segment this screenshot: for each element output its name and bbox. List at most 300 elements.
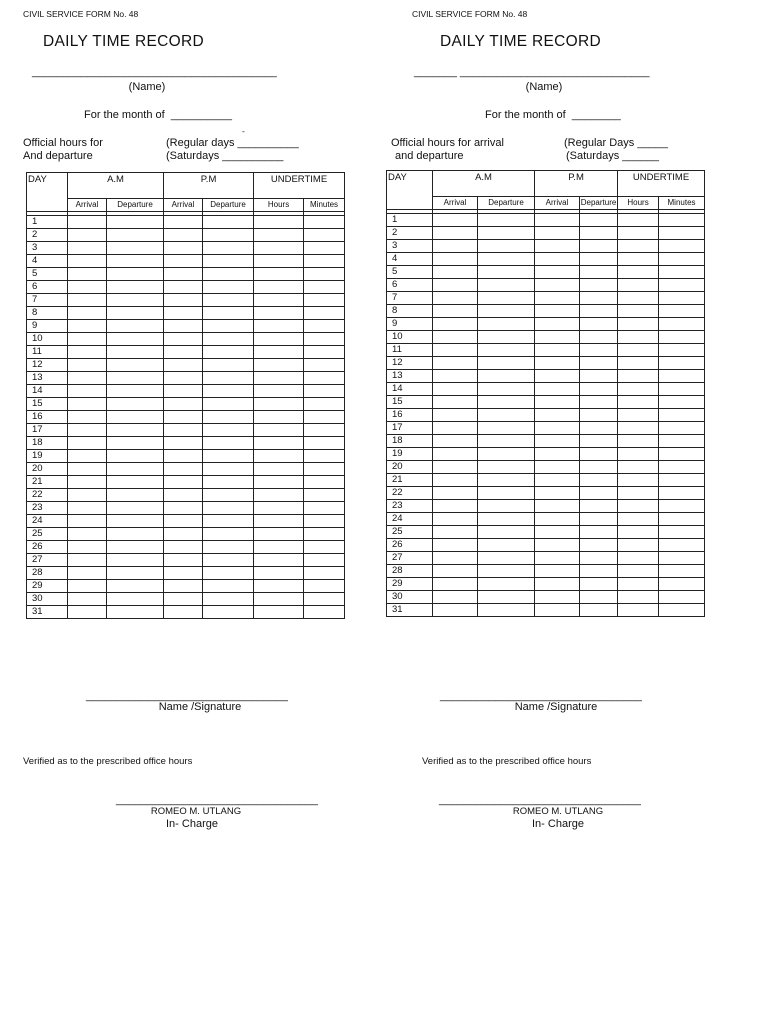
pm-arrival-cell[interactable] (535, 500, 580, 513)
pm-departure-cell[interactable] (203, 554, 254, 567)
am-arrival-cell[interactable] (68, 398, 107, 411)
am-arrival-cell[interactable] (433, 513, 478, 526)
hours-cell[interactable] (618, 435, 659, 448)
pm-departure-cell[interactable] (580, 500, 618, 513)
minutes-cell[interactable] (659, 370, 705, 383)
am-departure-cell[interactable] (478, 539, 535, 552)
am-arrival-cell[interactable] (433, 604, 478, 617)
pm-departure-cell[interactable] (580, 240, 618, 253)
minutes-cell[interactable] (659, 565, 705, 578)
pm-departure-cell[interactable] (580, 318, 618, 331)
pm-departure-cell[interactable] (203, 606, 254, 619)
regular-days-field[interactable]: (Regular days __________ (166, 137, 299, 149)
hours-cell[interactable] (618, 474, 659, 487)
minutes-cell[interactable] (304, 424, 345, 437)
pm-arrival-cell[interactable] (164, 320, 203, 333)
pm-departure-cell[interactable] (580, 292, 618, 305)
hours-cell[interactable] (618, 214, 659, 227)
pm-arrival-cell[interactable] (164, 567, 203, 580)
hours-cell[interactable] (618, 253, 659, 266)
am-departure-cell[interactable] (478, 305, 535, 318)
am-arrival-cell[interactable] (68, 593, 107, 606)
pm-departure-cell[interactable] (580, 370, 618, 383)
am-arrival-cell[interactable] (68, 541, 107, 554)
minutes-cell[interactable] (659, 474, 705, 487)
pm-departure-cell[interactable] (580, 552, 618, 565)
am-departure-cell[interactable] (478, 292, 535, 305)
minutes-cell[interactable] (304, 294, 345, 307)
hours-cell[interactable] (254, 541, 304, 554)
pm-arrival-cell[interactable] (164, 242, 203, 255)
am-arrival-cell[interactable] (68, 476, 107, 489)
pm-departure-cell[interactable] (203, 216, 254, 229)
am-arrival-cell[interactable] (68, 320, 107, 333)
pm-arrival-cell[interactable] (535, 357, 580, 370)
hours-cell[interactable] (254, 255, 304, 268)
am-arrival-cell[interactable] (68, 294, 107, 307)
pm-departure-cell[interactable] (580, 253, 618, 266)
month-field[interactable]: ________ (571, 109, 621, 121)
am-arrival-cell[interactable] (68, 333, 107, 346)
hours-cell[interactable] (254, 567, 304, 580)
minutes-cell[interactable] (659, 292, 705, 305)
am-departure-cell[interactable] (478, 227, 535, 240)
minutes-cell[interactable] (659, 214, 705, 227)
am-arrival-cell[interactable] (433, 500, 478, 513)
pm-departure-cell[interactable] (580, 357, 618, 370)
pm-departure-cell[interactable] (203, 372, 254, 385)
hours-cell[interactable] (254, 502, 304, 515)
am-departure-cell[interactable] (107, 294, 164, 307)
am-departure-cell[interactable] (478, 578, 535, 591)
am-arrival-cell[interactable] (433, 266, 478, 279)
am-arrival-cell[interactable] (433, 253, 478, 266)
am-arrival-cell[interactable] (433, 565, 478, 578)
pm-arrival-cell[interactable] (535, 448, 580, 461)
am-arrival-cell[interactable] (68, 567, 107, 580)
pm-arrival-cell[interactable] (164, 541, 203, 554)
am-arrival-cell[interactable] (68, 346, 107, 359)
pm-arrival-cell[interactable] (164, 437, 203, 450)
pm-departure-cell[interactable] (203, 593, 254, 606)
minutes-cell[interactable] (304, 307, 345, 320)
hours-cell[interactable] (254, 450, 304, 463)
am-arrival-cell[interactable] (433, 396, 478, 409)
minutes-cell[interactable] (304, 515, 345, 528)
hours-cell[interactable] (618, 318, 659, 331)
pm-departure-cell[interactable] (203, 437, 254, 450)
minutes-cell[interactable] (659, 552, 705, 565)
am-departure-cell[interactable] (478, 565, 535, 578)
hours-cell[interactable] (254, 229, 304, 242)
pm-arrival-cell[interactable] (535, 409, 580, 422)
am-departure-cell[interactable] (478, 409, 535, 422)
am-departure-cell[interactable] (107, 567, 164, 580)
hours-cell[interactable] (618, 383, 659, 396)
pm-departure-cell[interactable] (580, 422, 618, 435)
am-arrival-cell[interactable] (433, 591, 478, 604)
minutes-cell[interactable] (304, 398, 345, 411)
hours-cell[interactable] (618, 396, 659, 409)
pm-departure-cell[interactable] (580, 409, 618, 422)
hours-cell[interactable] (254, 268, 304, 281)
hours-cell[interactable] (618, 331, 659, 344)
pm-departure-cell[interactable] (580, 396, 618, 409)
pm-arrival-cell[interactable] (535, 370, 580, 383)
am-departure-cell[interactable] (478, 552, 535, 565)
hours-cell[interactable] (254, 463, 304, 476)
am-departure-cell[interactable] (107, 580, 164, 593)
pm-arrival-cell[interactable] (535, 513, 580, 526)
am-departure-cell[interactable] (478, 604, 535, 617)
minutes-cell[interactable] (659, 604, 705, 617)
am-departure-cell[interactable] (107, 398, 164, 411)
hours-cell[interactable] (254, 489, 304, 502)
am-departure-cell[interactable] (478, 240, 535, 253)
pm-arrival-cell[interactable] (164, 255, 203, 268)
pm-arrival-cell[interactable] (164, 346, 203, 359)
pm-departure-cell[interactable] (203, 489, 254, 502)
am-departure-cell[interactable] (478, 474, 535, 487)
minutes-cell[interactable] (659, 266, 705, 279)
pm-arrival-cell[interactable] (535, 435, 580, 448)
pm-arrival-cell[interactable] (164, 489, 203, 502)
am-departure-cell[interactable] (478, 448, 535, 461)
am-arrival-cell[interactable] (433, 409, 478, 422)
pm-departure-cell[interactable] (580, 604, 618, 617)
am-departure-cell[interactable] (107, 476, 164, 489)
am-arrival-cell[interactable] (68, 372, 107, 385)
hours-cell[interactable] (254, 411, 304, 424)
pm-arrival-cell[interactable] (535, 565, 580, 578)
incharge-line[interactable]: _________________________________ (439, 794, 641, 806)
pm-arrival-cell[interactable] (164, 385, 203, 398)
hours-cell[interactable] (618, 370, 659, 383)
am-departure-cell[interactable] (478, 487, 535, 500)
pm-arrival-cell[interactable] (164, 333, 203, 346)
am-departure-cell[interactable] (478, 383, 535, 396)
pm-arrival-cell[interactable] (535, 227, 580, 240)
am-departure-cell[interactable] (107, 281, 164, 294)
hours-cell[interactable] (618, 292, 659, 305)
am-departure-cell[interactable] (107, 528, 164, 541)
am-arrival-cell[interactable] (433, 370, 478, 383)
am-departure-cell[interactable] (478, 266, 535, 279)
minutes-cell[interactable] (659, 227, 705, 240)
pm-arrival-cell[interactable] (535, 305, 580, 318)
am-departure-cell[interactable] (107, 502, 164, 515)
am-arrival-cell[interactable] (433, 383, 478, 396)
am-departure-cell[interactable] (107, 255, 164, 268)
minutes-cell[interactable] (659, 279, 705, 292)
am-arrival-cell[interactable] (433, 422, 478, 435)
pm-departure-cell[interactable] (580, 279, 618, 292)
am-departure-cell[interactable] (107, 385, 164, 398)
hours-cell[interactable] (618, 526, 659, 539)
hours-cell[interactable] (254, 372, 304, 385)
pm-arrival-cell[interactable] (535, 578, 580, 591)
pm-departure-cell[interactable] (203, 567, 254, 580)
minutes-cell[interactable] (659, 344, 705, 357)
pm-departure-cell[interactable] (203, 359, 254, 372)
am-arrival-cell[interactable] (68, 268, 107, 281)
am-departure-cell[interactable] (107, 216, 164, 229)
am-departure-cell[interactable] (478, 396, 535, 409)
pm-departure-cell[interactable] (580, 266, 618, 279)
hours-cell[interactable] (254, 515, 304, 528)
am-arrival-cell[interactable] (433, 552, 478, 565)
minutes-cell[interactable] (304, 502, 345, 515)
pm-departure-cell[interactable] (580, 565, 618, 578)
am-departure-cell[interactable] (107, 450, 164, 463)
hours-cell[interactable] (618, 604, 659, 617)
pm-arrival-cell[interactable] (535, 331, 580, 344)
pm-departure-cell[interactable] (203, 502, 254, 515)
pm-departure-cell[interactable] (203, 242, 254, 255)
pm-departure-cell[interactable] (203, 476, 254, 489)
month-field[interactable]: __________ (170, 109, 233, 121)
am-arrival-cell[interactable] (68, 580, 107, 593)
pm-arrival-cell[interactable] (164, 294, 203, 307)
am-departure-cell[interactable] (107, 515, 164, 528)
am-departure-cell[interactable] (478, 357, 535, 370)
pm-departure-cell[interactable] (580, 487, 618, 500)
pm-arrival-cell[interactable] (164, 515, 203, 528)
am-arrival-cell[interactable] (433, 487, 478, 500)
hours-cell[interactable] (618, 552, 659, 565)
pm-departure-cell[interactable] (580, 461, 618, 474)
pm-arrival-cell[interactable] (164, 502, 203, 515)
am-arrival-cell[interactable] (433, 461, 478, 474)
hours-cell[interactable] (254, 242, 304, 255)
am-departure-cell[interactable] (478, 214, 535, 227)
minutes-cell[interactable] (659, 357, 705, 370)
pm-arrival-cell[interactable] (164, 372, 203, 385)
pm-arrival-cell[interactable] (164, 411, 203, 424)
pm-arrival-cell[interactable] (535, 539, 580, 552)
am-arrival-cell[interactable] (68, 437, 107, 450)
am-arrival-cell[interactable] (433, 474, 478, 487)
am-arrival-cell[interactable] (433, 344, 478, 357)
am-arrival-cell[interactable] (433, 578, 478, 591)
pm-arrival-cell[interactable] (164, 580, 203, 593)
am-arrival-cell[interactable] (68, 489, 107, 502)
minutes-cell[interactable] (659, 396, 705, 409)
am-arrival-cell[interactable] (68, 554, 107, 567)
am-arrival-cell[interactable] (68, 411, 107, 424)
hours-cell[interactable] (254, 528, 304, 541)
minutes-cell[interactable] (304, 580, 345, 593)
hours-cell[interactable] (618, 422, 659, 435)
hours-cell[interactable] (254, 307, 304, 320)
pm-departure-cell[interactable] (203, 424, 254, 437)
am-arrival-cell[interactable] (68, 216, 107, 229)
pm-arrival-cell[interactable] (535, 526, 580, 539)
am-departure-cell[interactable] (478, 513, 535, 526)
hours-cell[interactable] (254, 385, 304, 398)
hours-cell[interactable] (254, 476, 304, 489)
am-arrival-cell[interactable] (68, 385, 107, 398)
hours-cell[interactable] (618, 240, 659, 253)
pm-departure-cell[interactable] (580, 578, 618, 591)
pm-arrival-cell[interactable] (535, 214, 580, 227)
pm-arrival-cell[interactable] (164, 476, 203, 489)
pm-departure-cell[interactable] (203, 346, 254, 359)
pm-arrival-cell[interactable] (535, 344, 580, 357)
minutes-cell[interactable] (304, 385, 345, 398)
hours-cell[interactable] (254, 320, 304, 333)
pm-departure-cell[interactable] (203, 229, 254, 242)
pm-departure-cell[interactable] (580, 526, 618, 539)
minutes-cell[interactable] (304, 606, 345, 619)
am-departure-cell[interactable] (107, 411, 164, 424)
pm-departure-cell[interactable] (203, 333, 254, 346)
minutes-cell[interactable] (659, 513, 705, 526)
minutes-cell[interactable] (304, 359, 345, 372)
minutes-cell[interactable] (659, 500, 705, 513)
am-departure-cell[interactable] (478, 331, 535, 344)
hours-cell[interactable] (254, 359, 304, 372)
pm-arrival-cell[interactable] (164, 593, 203, 606)
hours-cell[interactable] (618, 591, 659, 604)
minutes-cell[interactable] (304, 450, 345, 463)
pm-departure-cell[interactable] (203, 398, 254, 411)
hours-cell[interactable] (618, 539, 659, 552)
pm-departure-cell[interactable] (580, 331, 618, 344)
pm-arrival-cell[interactable] (164, 424, 203, 437)
pm-arrival-cell[interactable] (535, 461, 580, 474)
am-arrival-cell[interactable] (68, 606, 107, 619)
pm-departure-cell[interactable] (203, 255, 254, 268)
am-arrival-cell[interactable] (68, 450, 107, 463)
am-departure-cell[interactable] (478, 435, 535, 448)
am-arrival-cell[interactable] (68, 528, 107, 541)
pm-arrival-cell[interactable] (535, 279, 580, 292)
minutes-cell[interactable] (304, 255, 345, 268)
pm-arrival-cell[interactable] (164, 307, 203, 320)
minutes-cell[interactable] (304, 476, 345, 489)
am-arrival-cell[interactable] (68, 359, 107, 372)
am-arrival-cell[interactable] (433, 240, 478, 253)
minutes-cell[interactable] (304, 541, 345, 554)
signature-line[interactable]: _________________________________ (86, 690, 288, 702)
pm-arrival-cell[interactable] (164, 359, 203, 372)
hours-cell[interactable] (618, 227, 659, 240)
saturdays-field[interactable]: (Saturdays ______ (566, 150, 659, 162)
minutes-cell[interactable] (659, 318, 705, 331)
hours-cell[interactable] (254, 333, 304, 346)
hours-cell[interactable] (254, 346, 304, 359)
pm-arrival-cell[interactable] (164, 268, 203, 281)
am-arrival-cell[interactable] (68, 255, 107, 268)
hours-cell[interactable] (618, 266, 659, 279)
minutes-cell[interactable] (304, 333, 345, 346)
am-arrival-cell[interactable] (433, 318, 478, 331)
pm-departure-cell[interactable] (203, 281, 254, 294)
minutes-cell[interactable] (304, 593, 345, 606)
pm-arrival-cell[interactable] (164, 606, 203, 619)
minutes-cell[interactable] (659, 435, 705, 448)
pm-departure-cell[interactable] (203, 268, 254, 281)
pm-arrival-cell[interactable] (164, 554, 203, 567)
hours-cell[interactable] (254, 593, 304, 606)
pm-arrival-cell[interactable] (535, 591, 580, 604)
pm-arrival-cell[interactable] (535, 474, 580, 487)
minutes-cell[interactable] (304, 489, 345, 502)
name-line[interactable]: ________________________________________ (32, 66, 277, 78)
pm-departure-cell[interactable] (580, 474, 618, 487)
pm-departure-cell[interactable] (203, 528, 254, 541)
minutes-cell[interactable] (659, 422, 705, 435)
pm-departure-cell[interactable] (580, 448, 618, 461)
signature-line[interactable]: _________________________________ (440, 690, 642, 702)
hours-cell[interactable] (618, 500, 659, 513)
hours-cell[interactable] (618, 461, 659, 474)
am-departure-cell[interactable] (107, 424, 164, 437)
am-departure-cell[interactable] (107, 372, 164, 385)
am-departure-cell[interactable] (107, 320, 164, 333)
pm-departure-cell[interactable] (580, 591, 618, 604)
minutes-cell[interactable] (659, 409, 705, 422)
pm-arrival-cell[interactable] (164, 463, 203, 476)
hours-cell[interactable] (618, 344, 659, 357)
am-arrival-cell[interactable] (433, 539, 478, 552)
hours-cell[interactable] (618, 578, 659, 591)
pm-arrival-cell[interactable] (535, 318, 580, 331)
hours-cell[interactable] (254, 216, 304, 229)
am-departure-cell[interactable] (478, 344, 535, 357)
hours-cell[interactable] (618, 279, 659, 292)
pm-departure-cell[interactable] (203, 580, 254, 593)
am-arrival-cell[interactable] (433, 435, 478, 448)
am-departure-cell[interactable] (107, 437, 164, 450)
am-arrival-cell[interactable] (68, 463, 107, 476)
am-arrival-cell[interactable] (433, 227, 478, 240)
minutes-cell[interactable] (304, 281, 345, 294)
pm-departure-cell[interactable] (203, 320, 254, 333)
am-departure-cell[interactable] (478, 253, 535, 266)
pm-departure-cell[interactable] (203, 463, 254, 476)
pm-departure-cell[interactable] (580, 344, 618, 357)
am-arrival-cell[interactable] (433, 448, 478, 461)
am-arrival-cell[interactable] (433, 331, 478, 344)
pm-departure-cell[interactable] (580, 539, 618, 552)
am-departure-cell[interactable] (478, 461, 535, 474)
minutes-cell[interactable] (659, 591, 705, 604)
am-departure-cell[interactable] (107, 242, 164, 255)
am-arrival-cell[interactable] (433, 214, 478, 227)
am-departure-cell[interactable] (107, 333, 164, 346)
am-departure-cell[interactable] (478, 370, 535, 383)
hours-cell[interactable] (254, 437, 304, 450)
am-arrival-cell[interactable] (433, 357, 478, 370)
am-arrival-cell[interactable] (68, 242, 107, 255)
am-departure-cell[interactable] (107, 554, 164, 567)
minutes-cell[interactable] (304, 463, 345, 476)
minutes-cell[interactable] (659, 578, 705, 591)
minutes-cell[interactable] (659, 240, 705, 253)
hours-cell[interactable] (618, 357, 659, 370)
hours-cell[interactable] (618, 513, 659, 526)
minutes-cell[interactable] (659, 331, 705, 344)
minutes-cell[interactable] (659, 253, 705, 266)
am-arrival-cell[interactable] (433, 305, 478, 318)
minutes-cell[interactable] (304, 229, 345, 242)
hours-cell[interactable] (254, 281, 304, 294)
am-arrival-cell[interactable] (433, 279, 478, 292)
am-departure-cell[interactable] (107, 307, 164, 320)
pm-departure-cell[interactable] (203, 541, 254, 554)
